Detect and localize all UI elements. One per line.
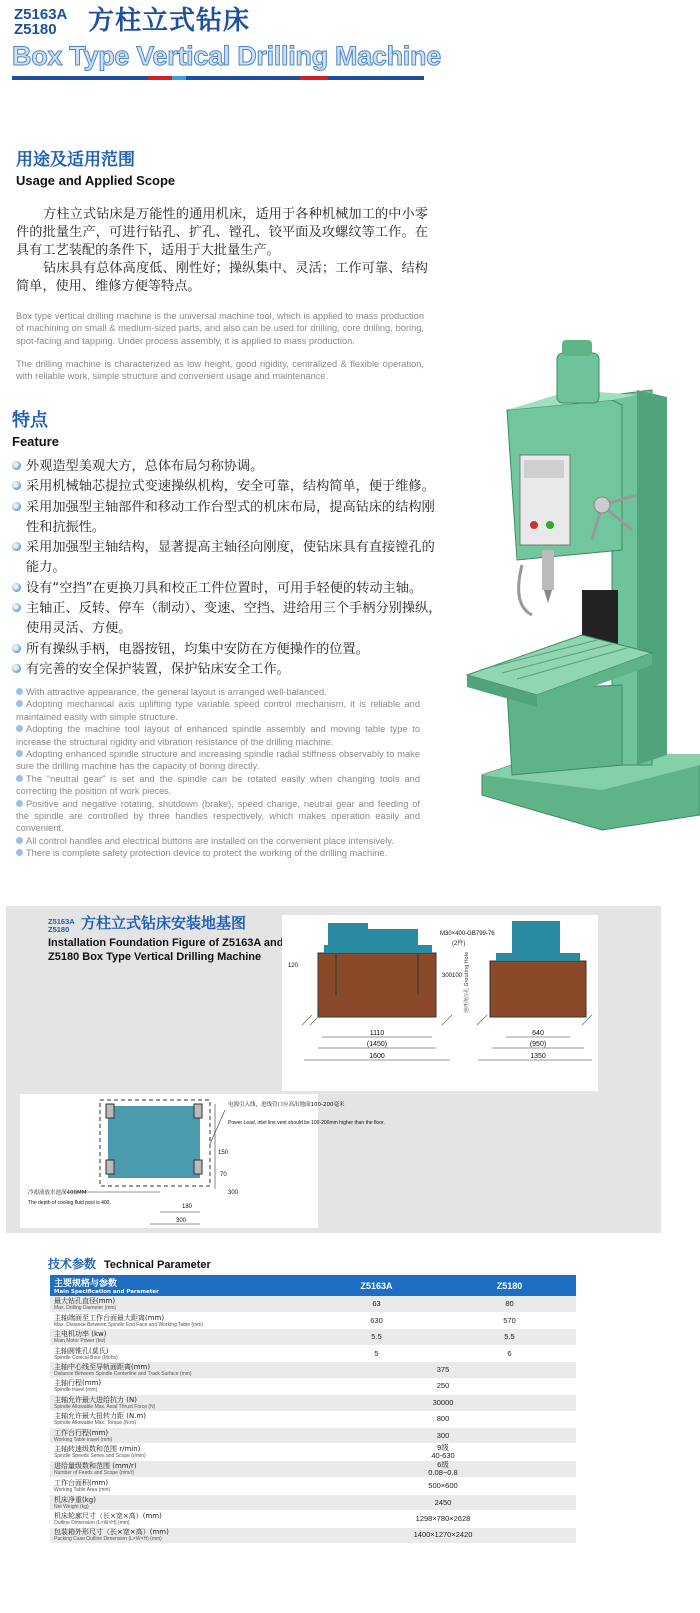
bullet-icon bbox=[16, 800, 23, 807]
dim-640: 640 bbox=[532, 1030, 544, 1037]
feature-list-en bbox=[16, 686, 420, 860]
list-item-text: With attractive appearance, the general layout is arranged well-balanced. bbox=[26, 687, 327, 697]
foundation-model-b: Z5180 bbox=[48, 924, 70, 934]
usage-para-cn-1: 方柱立式钻床是万能性的通用机床，适用于各种机械加工的中小零件的批量生产，可进行钻孔、扩孔、镗孔、铰平面及攻螺纹等工作。在具有工艺装配的条件下，适用于大批量生产。 bbox=[16, 207, 428, 258]
list-item-text: There is complete safety protection device to protect the working of the drilling machine. bbox=[26, 848, 388, 859]
bullet-icon bbox=[16, 700, 23, 707]
dim-1350: 1350 bbox=[530, 1053, 546, 1060]
feature-title-cn: 特点 bbox=[12, 410, 48, 431]
bullet-icon bbox=[16, 688, 23, 695]
dim-plan-300b: 300 bbox=[176, 1218, 187, 1224]
dim-300: 300 bbox=[442, 973, 453, 979]
list-item-text: The “neutral gear” is set and the spindle can be rotated easily when changing tools and correcting the position of work pieces. bbox=[16, 773, 420, 797]
table-row: 主轴允许最大进给抗力 (N) Spindle Allowable Max. Axial Thrust Force (N) 30000 bbox=[50, 1395, 576, 1411]
list-item-text: Positive and negative rotating, shutdown (brake), speed change, neutral gear and feeding of the spindle are controlled by three handles respectively, which makes operation easily and convenient. bbox=[16, 798, 420, 834]
table-row: 工作台面积(mm) Working Table Area (mm) 500×600 bbox=[50, 1478, 576, 1494]
foundation-title-en: Installation Foundation Figure of Z5163A and Z5180 Box Type Vertical Drilling Machine bbox=[48, 937, 284, 963]
list-item bbox=[16, 698, 420, 723]
list-item bbox=[16, 847, 420, 859]
list-item-text: Adopting enhanced spindle structure and increasing spindle radial stiffness observably to make sure the drilling machine has the capacity of boring directly. bbox=[16, 749, 420, 772]
list-item bbox=[16, 748, 420, 773]
usage-para-en-1: Box type vertical drilling machine is the universal machine tool, which is applied to mass production of machining on small & medium-sized parts, and also can be used for drilling, core drilling, boring, spot-facing and tapping. Under process assembly, it is applied to mass production. bbox=[16, 311, 424, 346]
foundation-title-cn: 方柱立式钻床安装地基图 bbox=[81, 914, 247, 932]
bullet-icon bbox=[16, 837, 23, 844]
dim-plan-150: 150 bbox=[218, 1150, 229, 1156]
drilling-machine-image bbox=[462, 335, 700, 830]
list-item: 外观造型美观大方，总体布局匀称协调。 bbox=[12, 457, 442, 477]
dim-1110: 1110 bbox=[369, 1030, 385, 1037]
list-item-text: Adopting mechanical axis uplifting type variable speed control mechanism, it is reliable and maintained easily with simple structure. bbox=[16, 699, 420, 722]
foundation-plan-drawing bbox=[20, 1094, 385, 1228]
dim-120: 120 bbox=[288, 963, 299, 969]
table-row: 进给量级数和范围 (mm/r) Number of Feeds and Scope (mm/r) 6级 0.08~0.8 bbox=[50, 1461, 576, 1478]
feature-title-en: Feature bbox=[12, 434, 59, 449]
table-row: 最大钻孔直径(mm) Max. Drilling Diameter (mm) 63 80 bbox=[50, 1296, 576, 1312]
bullet-icon bbox=[16, 849, 23, 856]
list-item: 采用加强型主轴结构，显著提高主轴径向刚度，使钻床具有直接镗孔的能力。 bbox=[12, 538, 442, 579]
usage-title-cn: 用途及适用范围 bbox=[16, 150, 135, 170]
table-row: 主电机功率 (kw) Main Motor Power (kw) 5.5 5.5 bbox=[50, 1329, 576, 1345]
dim-plan-180: 180 bbox=[182, 1204, 193, 1210]
list-item: 有完善的安全保护装置，保护钻床安全工作。 bbox=[12, 660, 442, 680]
list-item bbox=[16, 686, 420, 698]
list-item: 采用加强型主轴部件和移动工作台型式的机床布局，提高钻床的结构刚性和抗振性。 bbox=[12, 498, 442, 539]
list-item-text: Adopting the machine tool layout of enhanced spindle assembly and moving table type to increase the structural rigidity and vibration resistance of the drilling machine. bbox=[16, 724, 420, 747]
table-row: 主轴圆锥孔(莫氏) Spindle Conical Bore (Mohs) 5 6 bbox=[50, 1345, 576, 1361]
coolant-note-en: The depth of cooling fluid pool is 400. bbox=[28, 1200, 111, 1206]
usage-para-cn-2: 钻床具有总体高度低、刚性好；操纵集中、灵活；工作可靠、结构简单，使用、维修方便等特点。 bbox=[16, 261, 428, 294]
tech-title-cn: 技术参数 bbox=[48, 1257, 97, 1271]
model-b-label: Z5180 bbox=[14, 21, 57, 38]
table-row: 主轴转速级数和范围 r/min) Spindle Speeds Series and Scope (r/min) 9级 40-630 bbox=[50, 1444, 576, 1461]
power-note-en: Power Lead, inlet line vent should be 100-200mm higher than the floor. bbox=[228, 1120, 385, 1126]
tech-title-en: Technical Parameter bbox=[104, 1259, 211, 1271]
dim-1450: (1450) bbox=[366, 1041, 388, 1048]
bullet-icon bbox=[16, 750, 23, 757]
bolt-label: M30×400-GB799-76 bbox=[440, 931, 495, 937]
list-item bbox=[16, 773, 420, 798]
header-spec: 主要规格与参数 Main Specification and Parameter bbox=[50, 1275, 310, 1296]
grouting-note: 地坪浇注孔 Grouting Hole bbox=[464, 951, 470, 1013]
table-row: 机床净重(kg) Net Weight (kg) 2450 bbox=[50, 1494, 576, 1510]
header-divider bbox=[12, 76, 424, 80]
list-item bbox=[16, 835, 420, 847]
coolant-note-cn: 冷却液放水池深400MM bbox=[28, 1190, 87, 1196]
page-title-cn: 方柱立式钻床 bbox=[88, 6, 251, 36]
model-labels bbox=[14, 7, 67, 37]
list-item-text: All control handles and electrical buttons are installed on the convenient place intensively. bbox=[26, 835, 394, 846]
model-a-label: Z5163A bbox=[14, 6, 68, 23]
page-title-en: Box Type Vertical Drilling Machine bbox=[12, 41, 441, 71]
feature-list-cn bbox=[12, 457, 442, 680]
usage-title-en: Usage and Applied Scope bbox=[16, 173, 176, 188]
list-item bbox=[16, 723, 420, 748]
list-item: 设有“空挡”在更换刀具和校正工件位置时，可用手轻便的转动主轴。 bbox=[12, 579, 442, 599]
table-row: 主轴端面至工作台面最大距离(mm) Max. Distance Between Spindle End Face and Working Table (mm) 630 570 bbox=[50, 1312, 576, 1328]
foundation-model-labels bbox=[48, 918, 75, 933]
foundation-model-a: Z5163A bbox=[48, 917, 75, 926]
tech-param-table bbox=[50, 1275, 576, 1544]
dim-plan-300a: 300 bbox=[228, 1190, 239, 1196]
table-row: 主轴行程(mm) Spindle travel (mm) 250 bbox=[50, 1378, 576, 1394]
dim-100: 100 bbox=[452, 973, 463, 979]
table-header-row bbox=[50, 1275, 576, 1296]
table-row: 机床轮廓尺寸（长×宽×高）(mm) Outline Dimension (L×W×H) (mm) 1298×780×2628 bbox=[50, 1511, 576, 1527]
list-item: 主轴正、反转、停车（制动）、变速、空挡、进给用三个手柄分别操纵，使用灵活、方便。 bbox=[12, 599, 442, 640]
bullet-icon bbox=[16, 725, 23, 732]
table-row: 主轴允许最大扭转力距 (N.m) Spindle Allowable Max. Torque (N.m) 800 bbox=[50, 1411, 576, 1427]
power-note-cn: 电源引入线，进线管口应高出地面100-200毫米 bbox=[228, 1102, 345, 1108]
table-row: 包装箱外形尺寸（长×宽×高）(mm) Packing Case Outline Dimension (L×W×H) (mm) 1400×1270×2420 bbox=[50, 1527, 576, 1543]
bolt-qty: (2件) bbox=[452, 941, 466, 947]
dim-plan-70: 70 bbox=[220, 1172, 227, 1178]
table-row: 工作台行程(mm) Working Table travel (mm) 300 bbox=[50, 1428, 576, 1444]
dim-1600: 1600 bbox=[369, 1053, 385, 1060]
list-item bbox=[16, 798, 420, 835]
bullet-icon bbox=[16, 775, 23, 782]
list-item: 所有操纵手柄，电器按钮，均集中安防在方便操作的位置。 bbox=[12, 640, 442, 660]
dim-950: (950) bbox=[529, 1041, 547, 1048]
usage-para-en-2: The drilling machine is characterized as low height, good rigidity, centralized & flexible operation, with reliable work, simple structure and convenient usage and maintenance. bbox=[16, 359, 424, 382]
header-z5180: Z5180 bbox=[443, 1275, 576, 1296]
list-item: 采用机械轴芯提拉式变速操纵机构，安全可靠，结构简单，便于维修。 bbox=[12, 477, 442, 497]
header-z5163a: Z5163A bbox=[310, 1275, 443, 1296]
table-row: 主轴中心线至导轨面距离(mm) Distance Between Spindle Centerline and Track Surface (mm) 375 bbox=[50, 1362, 576, 1378]
foundation-section-drawing bbox=[282, 915, 598, 1091]
